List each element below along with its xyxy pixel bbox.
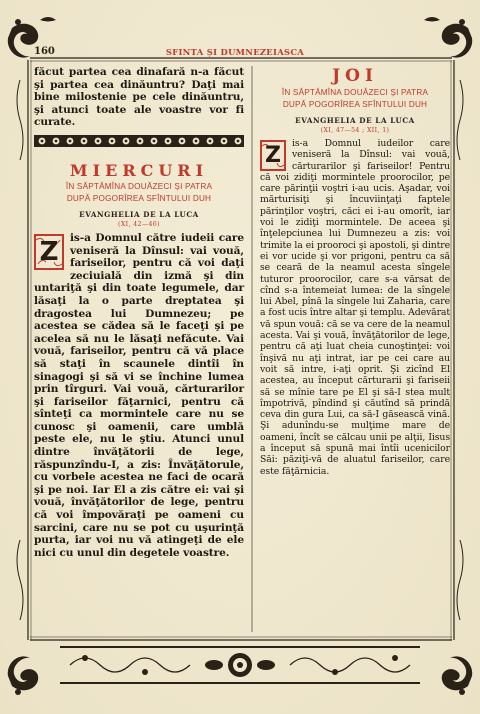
subtitle-line-2: DUPĂ POGORÎREA SFÎNTULUI DUH (282, 100, 428, 109)
gospel-text-thursday: is-a Domnul iudeilor care veniseră la Dînsul: vai vouă, cărturarilor şi fariseilor! Pentru că voi zidiţi mormintele proorocilor, pe care părinţii voştri i-au ucis. Aşadar, voi mărturisiţi şi încuviinţaţi faptele părinţilor voştri, căci ei i-au omorît, iar voi le zidiţi mormintele. De aceea şi înţelepciunea lui Dumnezeu a zis: voi trimite la ei prooroci şi apostoli, şi dintre ei vor ucide şi vor prigoni, pentru ca să se ceară de la neamul acesta sîngele tuturor proorocilor, care s-a vărsat de cînd s-a întemeiat lumea: de la sîngele lui Abel, pînă la sîngele lui Zaharia, care a fost ucis între altar şi templu. Adevărat vă spun vouă: că se va cere de la neamul acesta. Vai şi vouă, învăţătorilor de lege, pentru că aţi luat cheia cunoştinţei: voi înşivă nu aţi intrat, iar pe cei care au voit să intre, i-aţi oprit. Şi zicînd El acestea, au început cărturarii şi fariseii să se mînie tare pe El şi să-I stea mult împotrivă, pîndind şi căutînd să prindă ceva din gura Lui, ca să-I găsească vină. Şi adunîndu-se mulţime mare de oameni, încît se călcau unii pe alţii, Iisus a început să spună mai întîi ucenicilor Săi: păziţi-vă de aluatul fariseilor, care este făţărnicia. (260, 138, 450, 477)
dropcap-letter: Z (265, 143, 281, 168)
subtitle-line-2: DUPĂ POGORÎREA SFÎNTULUI DUH (66, 193, 212, 203)
right-column (260, 66, 450, 477)
left-column (34, 66, 244, 559)
day-title-wednesday: MIERCURI (69, 160, 209, 180)
gospel-heading: EVANGHELIA DE LA LUCA (295, 116, 415, 125)
scripture-reference: (XI, 42—46) (118, 220, 160, 228)
ornament-divider (34, 135, 244, 147)
gospel-heading: EVANGHELIA DE LA LUCA (79, 209, 199, 219)
dropcap (34, 234, 64, 270)
scripture-reference: (XI, 47—54 ; XII, 1) (320, 127, 390, 134)
subtitle-line-1: ÎN SĂPTĂMÎNA DOUĂZECI ȘI PATRA (281, 88, 429, 97)
continuation-text: făcut partea cea dinafară n-a făcut şi partea cea dinăuntru? Daţi mai bine milostenie pe cele dinăuntru, şi atunci toate ale voastre vor fi curate. (34, 66, 244, 129)
page-number: 160 (34, 46, 55, 57)
dropcap (260, 140, 286, 171)
running-head: SFINTA ȘI DUMNEZEIASCA (165, 47, 305, 57)
dropcap-letter: Z (39, 236, 59, 267)
subtitle-line-1: ÎN SĂPTĂMÎNA DOUĂZECI ȘI PATRA (65, 181, 213, 191)
day-title-thursday: JOI (332, 66, 378, 86)
gospel-text-wednesday: is-a Domnul către iudeii care veniseră la Dînsul: vai vouă, fariseilor, pentru că voi daţi zeciuială din izmă şi din untariţă şi din toate legumele, dar lăsaţi la o parte dreptatea şi dragostea lui Dumnezeu; pe acestea se cădea să le faceţi şi pe acelea să nu le lăsaţi nefăcute. Vai vouă, fariseilor, pentru că vă place să staţi în scaunele dintîi în sinagogi şi să vi se închine lumea prin tîrguri. Vai vouă, cărturarilor şi fariseilor făţarnici, pentru că sînteţi ca mormintele care nu se cunosc şi oamenii, care umblă peste ele, nu le ştiu. Atunci unul dintre învăţătorii de lege, răspunzîndu-I, a zis: Învăţătorule, cu vorbele acestea ne faci de ocară şi pe noi. Iar El a zis către ei: vai şi vouă, învăţătorilor de lege, pentru că voi împovăraţi pe oameni cu sarcini, care nu se pot cu uşurinţă purta, iar voi nu vă atingeţi de ele nici cu unul din degetele voastre. (34, 231, 244, 559)
